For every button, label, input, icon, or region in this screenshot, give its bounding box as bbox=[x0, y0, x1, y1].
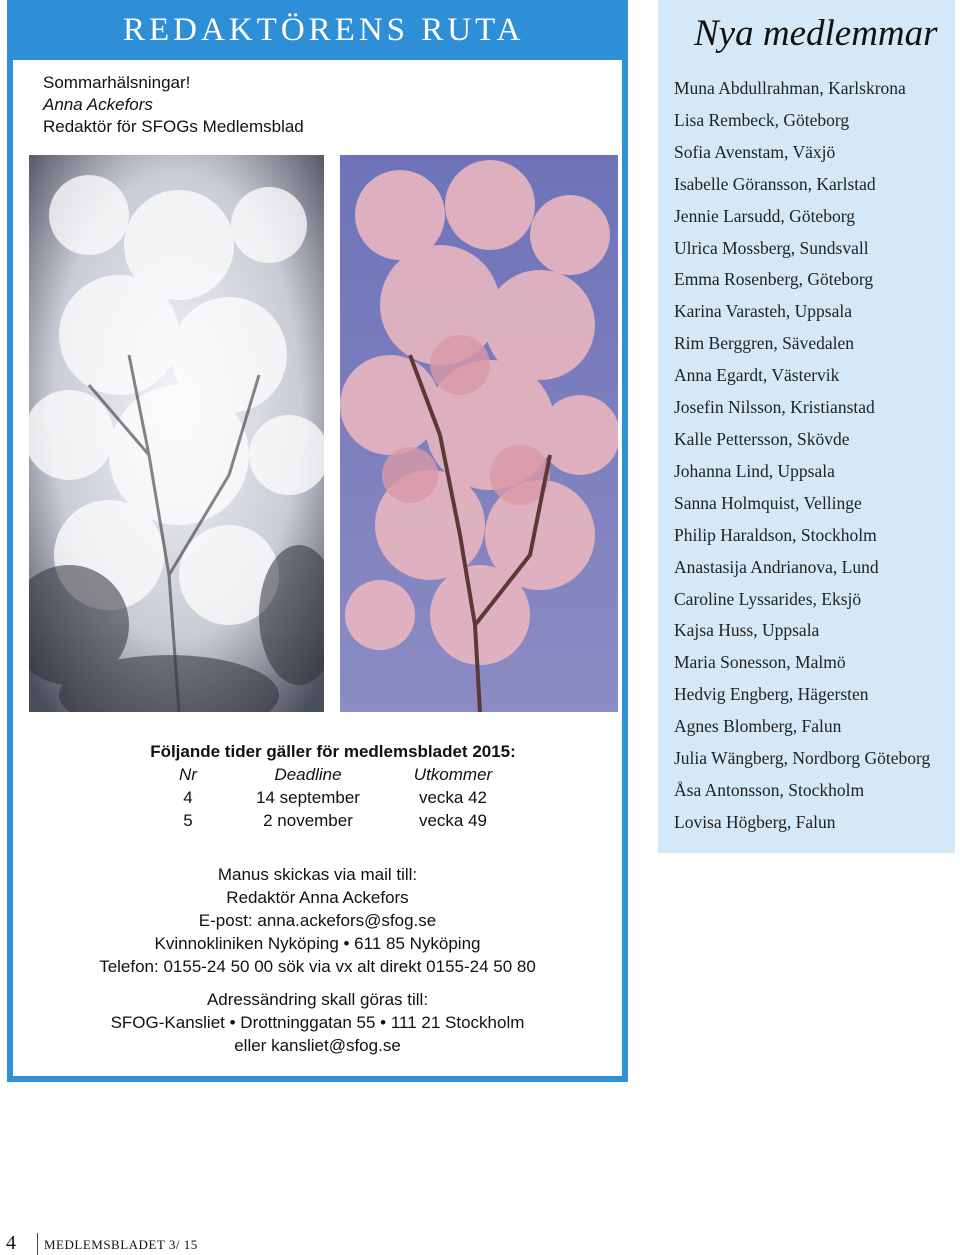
member-item: Sofia Avenstam, Växjö bbox=[674, 141, 836, 162]
member-item: Johanna Lind, Uppsala bbox=[674, 460, 835, 481]
page-number: 4 bbox=[6, 1232, 16, 1254]
member-item: Jennie Larsudd, Göteborg bbox=[674, 205, 855, 226]
editor-role: Redaktör för SFOGs Medlemsblad bbox=[43, 117, 304, 136]
schedule-heading: Följande tider gäller för medlemsbladet 2015: bbox=[150, 742, 516, 761]
member-item: Ulrica Mossberg, Sundsvall bbox=[674, 237, 869, 258]
member-item: Anna Egardt, Västervik bbox=[674, 365, 840, 386]
schedule-col-utkommer: Utkommer bbox=[413, 765, 493, 784]
schedule-cell: vecka 42 bbox=[418, 788, 488, 807]
contact-line: Manus skickas via mail till: bbox=[217, 865, 418, 884]
manuscript-contact bbox=[13, 863, 622, 978]
schedule-col-nr: Nr bbox=[179, 765, 197, 784]
contact-line: Adressändring skall göras till: bbox=[206, 990, 429, 1009]
schedule-col-deadline: Deadline bbox=[274, 765, 342, 784]
member-item: Rim Berggren, Sävedalen bbox=[674, 333, 854, 354]
schedule-cell: 2 november bbox=[263, 811, 353, 830]
contact-line: SFOG-Kansliet • Drottninggatan 55 • 111 21 Stockholm bbox=[110, 1013, 525, 1032]
new-members-title: Nya medlemmar bbox=[694, 13, 938, 54]
member-item: Hedvig Engberg, Hägersten bbox=[674, 684, 869, 705]
editor-intro bbox=[43, 72, 304, 138]
contact-line: Redaktör Anna Ackefors bbox=[226, 888, 409, 907]
editor-box bbox=[7, 0, 628, 1082]
member-item: Maria Sonesson, Malmö bbox=[674, 652, 846, 673]
schedule-header-row bbox=[143, 763, 523, 786]
member-item: Agnes Blomberg, Falun bbox=[674, 716, 842, 737]
white-blossom-photo bbox=[29, 155, 324, 712]
footer-divider bbox=[37, 1233, 38, 1255]
schedule-cell: 4 bbox=[183, 788, 193, 807]
member-item: Åsa Antonsson, Stockholm bbox=[674, 779, 865, 800]
publication-label: MEDLEMSBLADET 3/ 15 bbox=[44, 1237, 198, 1252]
greeting: Sommarhälsningar! bbox=[43, 73, 191, 92]
schedule-cell: vecka 49 bbox=[418, 811, 488, 830]
editor-box-title: REDAKTÖRENS RUTA bbox=[123, 12, 525, 48]
member-item: Isabelle Göransson, Karlstad bbox=[674, 173, 876, 194]
member-item: Sanna Holmquist, Vellinge bbox=[674, 492, 862, 513]
contact-email: eller kansliet@sfog.se bbox=[234, 1036, 401, 1055]
member-item: Lisa Rembeck, Göteborg bbox=[674, 109, 850, 130]
pink-blossom-photo bbox=[340, 155, 618, 712]
contact-email: E-post: anna.ackefors@sfog.se bbox=[198, 911, 437, 930]
schedule-cell: 5 bbox=[183, 811, 193, 830]
member-item: Lovisa Högberg, Falun bbox=[674, 811, 836, 832]
member-item: Emma Rosenberg, Göteborg bbox=[674, 269, 874, 290]
publication-schedule bbox=[143, 740, 523, 832]
new-members-panel bbox=[658, 0, 955, 853]
contact-phone: Telefon: 0155-24 50 00 sök via vx alt direkt 0155-24 50 80 bbox=[99, 957, 536, 976]
member-item: Caroline Lyssarides, Eksjö bbox=[674, 588, 862, 609]
new-members-list bbox=[674, 73, 930, 839]
member-item: Julia Wängberg, Nordborg Göteborg bbox=[674, 748, 931, 769]
member-item: Karina Varasteh, Uppsala bbox=[674, 301, 853, 322]
schedule-row bbox=[143, 809, 523, 832]
schedule-cell: 14 september bbox=[256, 788, 360, 807]
editor-name: Anna Ackefors bbox=[43, 95, 153, 114]
member-item: Kajsa Huss, Uppsala bbox=[674, 620, 820, 641]
member-item: Philip Haraldson, Stockholm bbox=[674, 524, 877, 545]
member-item: Anastasija Andrianova, Lund bbox=[674, 556, 879, 577]
editor-box-header bbox=[13, 0, 622, 60]
member-item: Josefin Nilsson, Kristianstad bbox=[674, 397, 875, 418]
member-item: Kalle Pettersson, Skövde bbox=[674, 428, 850, 449]
contact-line: Kvinnokliniken Nyköping • 611 85 Nyköping bbox=[154, 934, 481, 953]
schedule-row bbox=[143, 786, 523, 809]
address-change-contact bbox=[13, 988, 622, 1057]
member-item: Muna Abdullrahman, Karlskrona bbox=[674, 78, 906, 98]
